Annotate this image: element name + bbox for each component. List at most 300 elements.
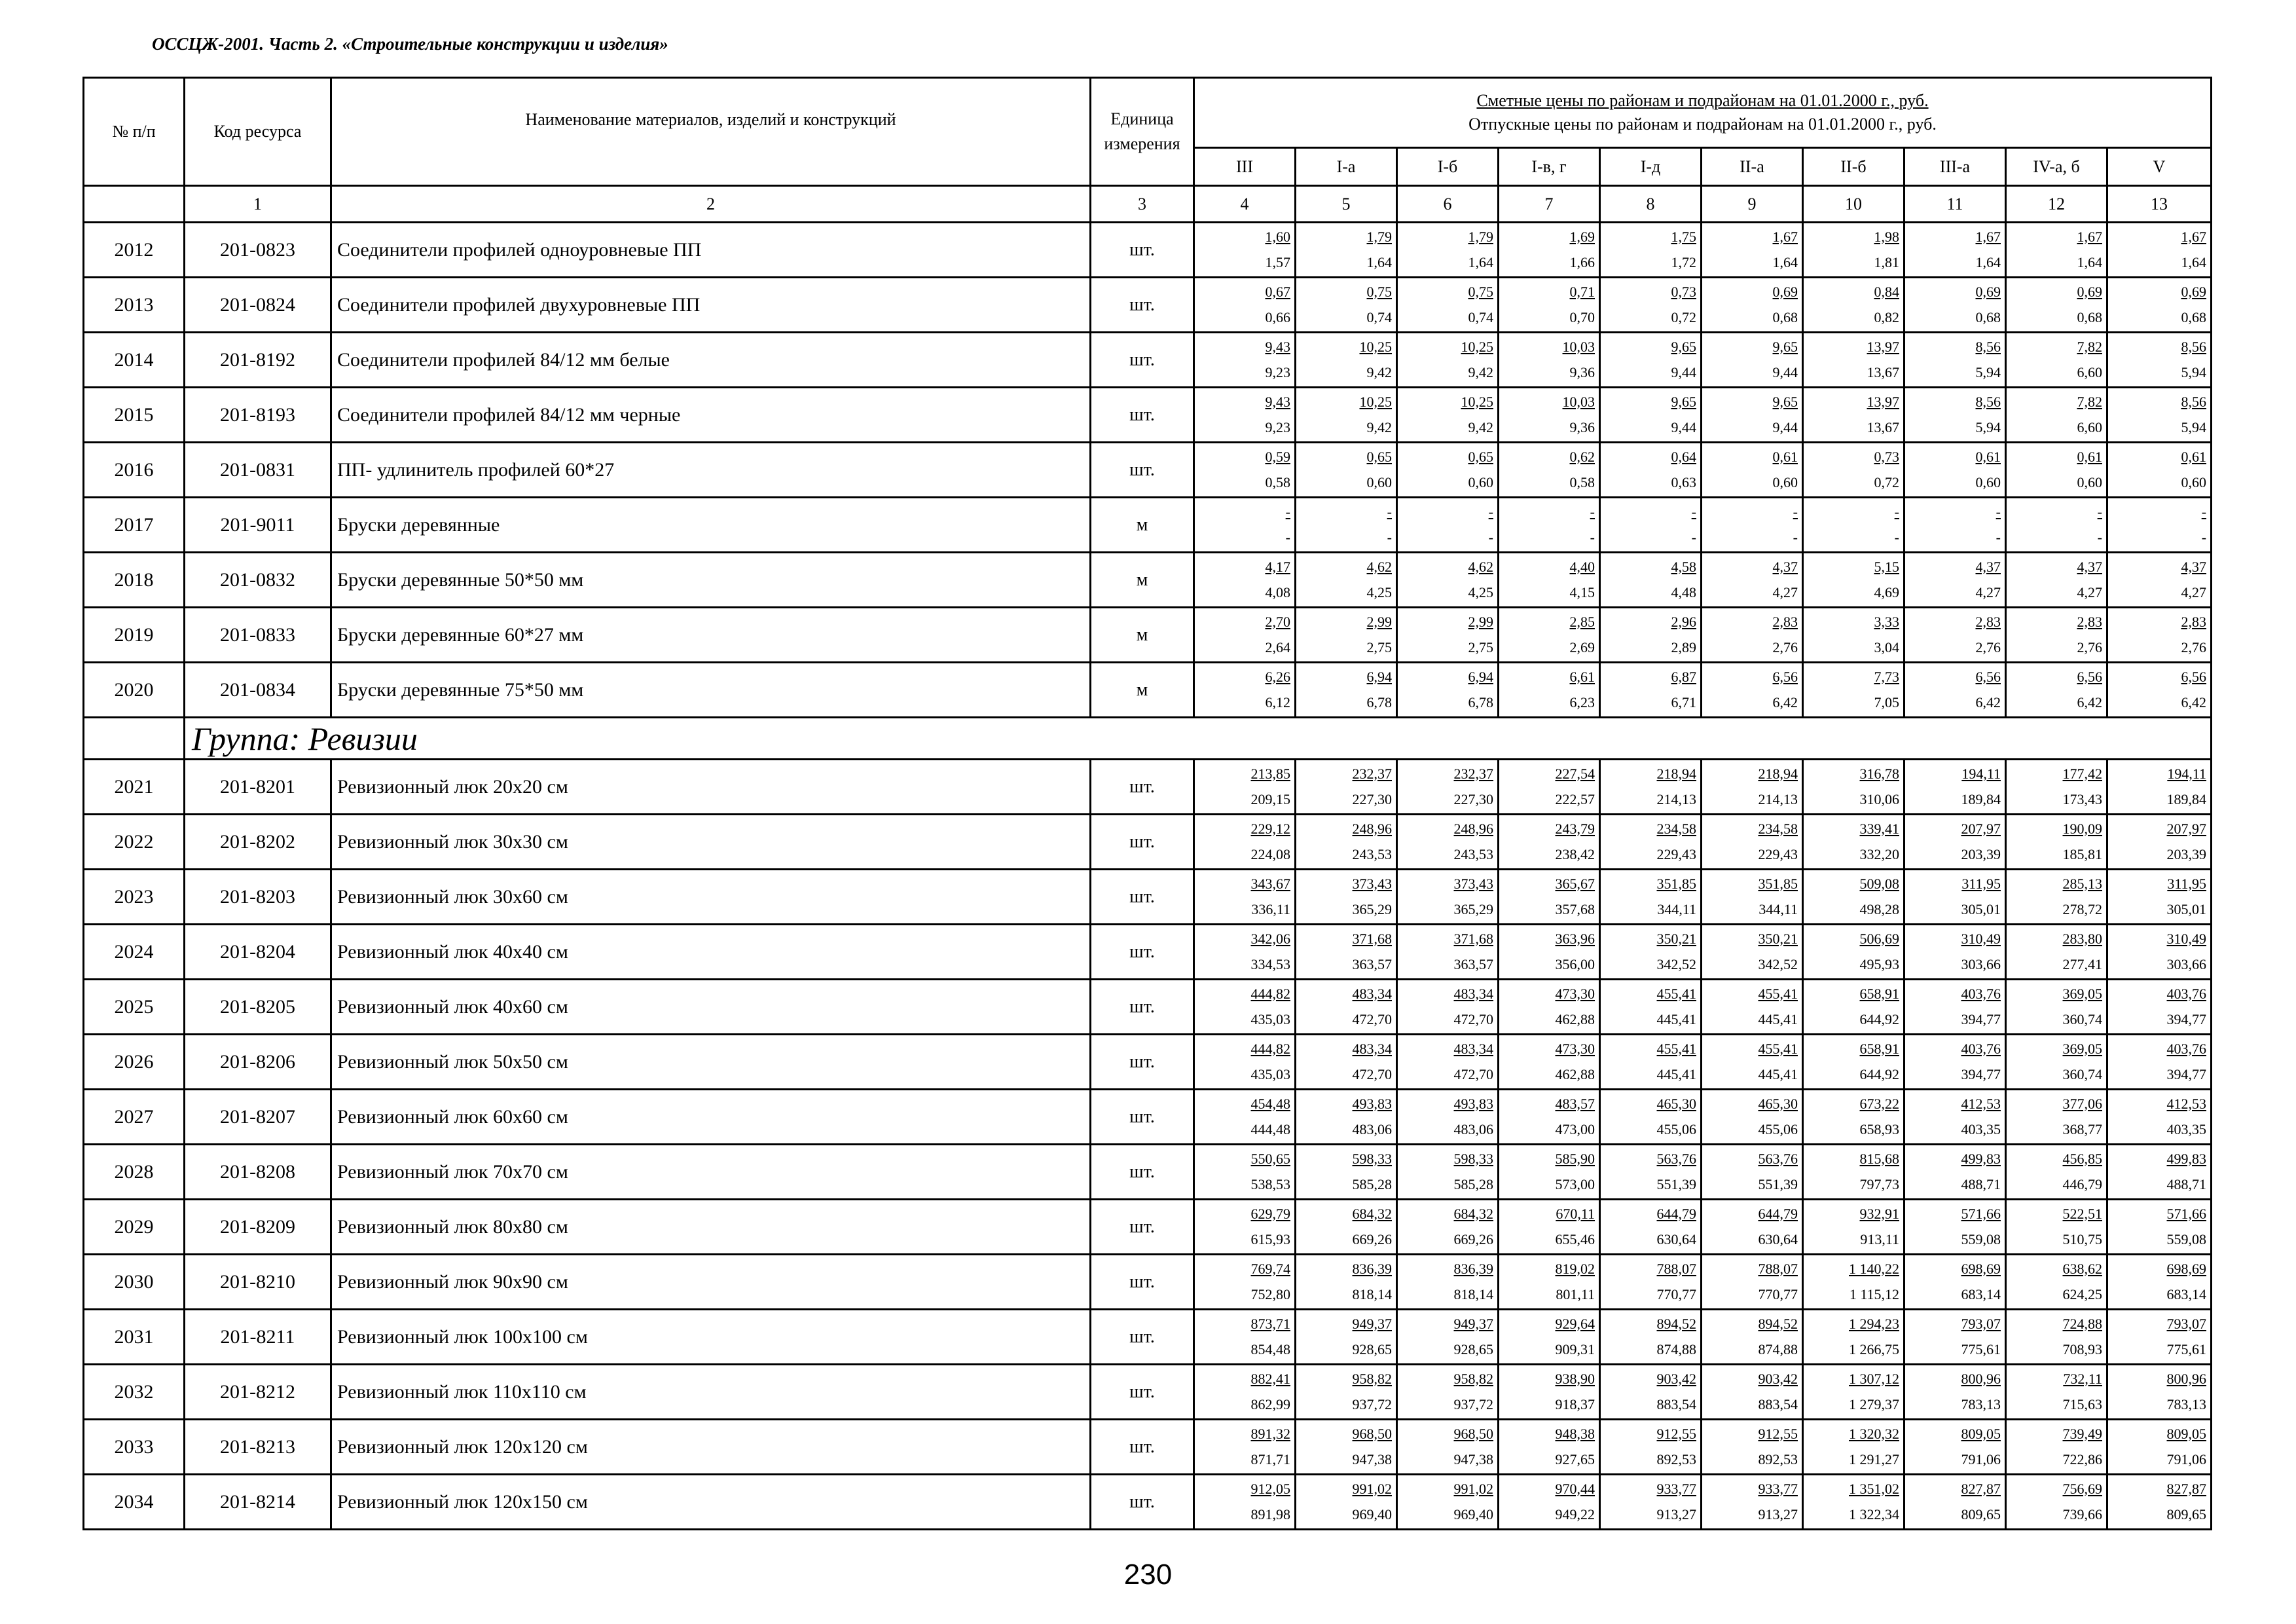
resource-code: 201-8213 [185, 1420, 331, 1475]
unit-of-measure: шт. [1091, 1475, 1194, 1530]
price-cell [1499, 815, 1600, 870]
price-cell [1194, 388, 1296, 443]
estimated-price: 1,67 [2077, 228, 2102, 245]
price-cell [1600, 223, 1702, 278]
estimated-price: 403,76 [2166, 1040, 2207, 1057]
release-price: 9,44 [1772, 418, 1798, 435]
release-price: 715,63 [2062, 1395, 2102, 1412]
release-price: 559,08 [1961, 1230, 2001, 1247]
release-price: 278,72 [2062, 900, 2102, 917]
estimated-price: 10,25 [1461, 393, 1493, 410]
release-price: 9,36 [1569, 418, 1595, 435]
price-cell [1296, 498, 1397, 553]
estimated-price: 194,11 [2167, 765, 2207, 782]
region-header: I-в, г [1499, 148, 1600, 186]
estimated-price: 1,67 [1975, 228, 2001, 245]
estimated-price: 9,65 [1772, 393, 1798, 410]
release-price: 913,27 [1656, 1505, 1696, 1522]
price-cell [1296, 443, 1397, 498]
estimated-price: 598,33 [1352, 1150, 1392, 1167]
price-cell [1296, 1310, 1397, 1365]
row-number: 2013 [84, 278, 185, 333]
price-cell [1499, 1255, 1600, 1310]
estimated-price: - [1793, 503, 1798, 520]
resource-code: 201-8192 [185, 333, 331, 388]
column-number: 1 [185, 186, 331, 223]
release-price: 1 291,27 [1849, 1450, 1899, 1467]
estimated-price: 1,98 [1874, 228, 1899, 245]
price-cell [1803, 1255, 1904, 1310]
column-number-blank [84, 186, 185, 223]
item-name: Ревизионный люк 80х80 см [331, 1200, 1091, 1255]
estimated-price: 0,73 [1874, 448, 1899, 465]
estimated-price: 873,71 [1250, 1315, 1290, 1332]
estimated-price: 698,69 [1961, 1260, 2001, 1277]
price-cell [1194, 815, 1296, 870]
estimated-price: 2,99 [1468, 613, 1493, 630]
estimated-price: 483,34 [1453, 1040, 1493, 1057]
release-price: 277,41 [2062, 955, 2102, 972]
estimated-price: 444,82 [1250, 985, 1290, 1002]
price-cell [2107, 333, 2212, 388]
release-price: 1,57 [1265, 253, 1290, 270]
estimated-price: 903,42 [1758, 1370, 1798, 1387]
resource-code: 201-8204 [185, 925, 331, 980]
release-price: 9,44 [1671, 418, 1696, 435]
estimated-price: 0,62 [1569, 448, 1595, 465]
region-header: I-а [1296, 148, 1397, 186]
estimated-price: 455,41 [1758, 985, 1798, 1002]
item-name: Ревизионный люк 70х70 см [331, 1145, 1091, 1200]
header-code: Код ресурса [185, 78, 331, 186]
price-cell [1296, 760, 1397, 815]
price-cell [1904, 608, 2006, 663]
table-row [84, 443, 2212, 498]
price-cell [1296, 925, 1397, 980]
table-row [84, 1475, 2212, 1530]
price-cell [2107, 1365, 2212, 1420]
price-cell [1702, 815, 1803, 870]
release-price: 305,01 [1961, 900, 2001, 917]
release-price: 644,92 [1859, 1010, 1899, 1027]
estimated-price: 310,49 [2166, 930, 2207, 947]
price-cell [1803, 1035, 1904, 1090]
resource-code: 201-8210 [185, 1255, 331, 1310]
release-price: 5,94 [1975, 363, 2001, 380]
release-price: 9,42 [1468, 418, 1493, 435]
price-cell [1296, 388, 1397, 443]
price-cell [1397, 443, 1499, 498]
price-cell [1803, 1420, 1904, 1475]
price-cell [1803, 1310, 1904, 1365]
price-cell [1296, 1035, 1397, 1090]
estimated-price: 1 351,02 [1849, 1480, 1899, 1497]
price-cell [1904, 1255, 2006, 1310]
estimated-price: 2,70 [1265, 613, 1290, 630]
release-price: 455,06 [1656, 1120, 1696, 1137]
table-row [84, 1310, 2212, 1365]
price-cell [1499, 388, 1600, 443]
release-price: 630,64 [1758, 1230, 1798, 1247]
release-price: 874,88 [1656, 1340, 1696, 1357]
unit-of-measure: шт. [1091, 1090, 1194, 1145]
estimated-price: 800,96 [1961, 1370, 2001, 1387]
estimated-price: 403,76 [1961, 985, 2001, 1002]
release-price: 6,23 [1569, 693, 1595, 710]
price-cell [2107, 1420, 2212, 1475]
price-cell [1499, 980, 1600, 1035]
estimated-price: 658,91 [1859, 1040, 1899, 1057]
resource-code: 201-0832 [185, 553, 331, 608]
row-number: 2032 [84, 1365, 185, 1420]
release-price: 363,57 [1453, 955, 1493, 972]
price-cell [1499, 1200, 1600, 1255]
release-price: 360,74 [2062, 1010, 2102, 1027]
item-name: Соединители профилей одноуровневые ПП [331, 223, 1091, 278]
price-cell [2107, 1090, 2212, 1145]
column-number: 10 [1803, 186, 1904, 223]
price-cell [1702, 1200, 1803, 1255]
price-cell [2006, 1255, 2107, 1310]
estimated-price: - [1590, 503, 1595, 520]
release-price: 573,00 [1555, 1175, 1595, 1192]
price-cell [1904, 980, 2006, 1035]
row-number: 2026 [84, 1035, 185, 1090]
price-cell [2006, 760, 2107, 815]
price-cell [1803, 333, 1904, 388]
estimated-price: 933,77 [1656, 1480, 1696, 1497]
region-header: III-а [1904, 148, 2006, 186]
estimated-price: 903,42 [1656, 1370, 1696, 1387]
row-number: 2020 [84, 663, 185, 718]
column-number: 4 [1194, 186, 1296, 223]
document-header: ОССЦЖ-2001. Часть 2. «Строительные конструкции и изделия» [152, 34, 668, 54]
table-row [84, 388, 2212, 443]
price-cell [1296, 553, 1397, 608]
estimated-price: 8,56 [2181, 338, 2207, 355]
price-cell [1803, 870, 1904, 925]
page-number: 230 [1123, 1559, 1173, 1591]
price-cell [1904, 1145, 2006, 1200]
price-cell [1904, 663, 2006, 718]
price-cell [2006, 663, 2107, 718]
price-cell [1194, 1145, 1296, 1200]
price-cell [1194, 980, 1296, 1035]
release-price: 189,84 [1961, 790, 2001, 807]
release-price: 669,26 [1352, 1230, 1392, 1247]
estimated-price: 563,76 [1758, 1150, 1798, 1167]
release-price: 473,00 [1555, 1120, 1595, 1137]
estimated-price: 4,37 [2077, 558, 2102, 575]
release-price: 1 322,34 [1849, 1505, 1899, 1522]
estimated-price: - [1995, 503, 2001, 520]
price-cell [1904, 1420, 2006, 1475]
release-price: 472,70 [1453, 1010, 1493, 1027]
price-cell [1702, 760, 1803, 815]
price-cell [1499, 1090, 1600, 1145]
price-cell [1499, 663, 1600, 718]
price-cell [1194, 553, 1296, 608]
price-cell [1499, 1420, 1600, 1475]
estimated-price: 483,34 [1453, 985, 1493, 1002]
price-cell [1397, 498, 1499, 553]
price-cell [1397, 925, 1499, 980]
release-price: 809,65 [1961, 1505, 2001, 1522]
estimated-price: 373,43 [1453, 875, 1493, 892]
estimated-price: 207,97 [2166, 820, 2207, 837]
price-cell [2107, 1145, 2212, 1200]
price-cell [2006, 333, 2107, 388]
item-name: Ревизионный люк 90х90 см [331, 1255, 1091, 1310]
resource-code: 201-8209 [185, 1200, 331, 1255]
release-price: 0,68 [2181, 308, 2207, 325]
price-cell [1702, 925, 1803, 980]
price-cell [1803, 608, 1904, 663]
price-cell [1499, 608, 1600, 663]
header-release-prices: Отпускные цены по районам и подрайонам на 01.01.2000 г., руб. [1468, 115, 1937, 134]
release-price: 739,66 [2062, 1505, 2102, 1522]
estimated-price: 371,68 [1352, 930, 1392, 947]
price-cell [1600, 663, 1702, 718]
price-cell [1904, 553, 2006, 608]
release-price: 6,60 [2077, 363, 2102, 380]
release-price: 185,81 [2062, 845, 2102, 862]
estimated-price: 6,94 [1468, 668, 1493, 685]
price-cell [1194, 443, 1296, 498]
estimated-price: 493,83 [1352, 1095, 1392, 1112]
table-row [84, 553, 2212, 608]
price-cell [1904, 278, 2006, 333]
estimated-price: 248,96 [1453, 820, 1493, 837]
release-price: 4,25 [1468, 583, 1493, 600]
group-title: Группа: Ревизии [185, 718, 2212, 760]
release-price: 394,77 [2166, 1065, 2207, 1082]
estimated-price: 658,91 [1859, 985, 1899, 1002]
estimated-price: 793,07 [2166, 1315, 2207, 1332]
estimated-price: 499,83 [1961, 1150, 2001, 1167]
release-price: 1,81 [1874, 253, 1899, 270]
price-cell [1194, 663, 1296, 718]
release-price: 624,25 [2062, 1285, 2102, 1302]
estimated-price: 4,37 [1772, 558, 1798, 575]
price-cell [1499, 278, 1600, 333]
price-cell [1194, 1420, 1296, 1475]
estimated-price: 891,32 [1250, 1425, 1290, 1442]
estimated-price: 894,52 [1656, 1315, 1696, 1332]
price-cell [1194, 1200, 1296, 1255]
estimated-price: 2,99 [1366, 613, 1392, 630]
release-price: 752,80 [1250, 1285, 1290, 1302]
price-cell [2006, 498, 2107, 553]
estimated-price: 991,02 [1453, 1480, 1493, 1497]
unit-of-measure: шт. [1091, 870, 1194, 925]
estimated-price: 739,49 [2062, 1425, 2102, 1442]
price-cell [2006, 278, 2107, 333]
price-cell [2107, 1200, 2212, 1255]
price-cell [1702, 1035, 1803, 1090]
release-price: 1,64 [2181, 253, 2207, 270]
estimated-price: 283,80 [2062, 930, 2102, 947]
release-price: 9,44 [1671, 363, 1696, 380]
table-row [84, 1255, 2212, 1310]
price-cell [2006, 1310, 2107, 1365]
estimated-price: - [2201, 503, 2207, 520]
release-price: 444,48 [1250, 1120, 1290, 1137]
price-cell [1803, 663, 1904, 718]
release-price: 4,15 [1569, 583, 1595, 600]
price-cell [1904, 443, 2006, 498]
price-cell [2006, 925, 2107, 980]
price-cell [2107, 223, 2212, 278]
release-price: 937,72 [1352, 1395, 1392, 1412]
unit-of-measure: шт. [1091, 223, 1194, 278]
estimated-price: 373,43 [1352, 875, 1392, 892]
price-cell [2107, 980, 2212, 1035]
release-price: 2,76 [1772, 638, 1798, 655]
estimated-price: 7,82 [2077, 338, 2102, 355]
estimated-price: 0,75 [1468, 283, 1493, 300]
estimated-price: 809,05 [2166, 1425, 2207, 1442]
estimated-price: 9,65 [1671, 338, 1696, 355]
estimated-price: 3,33 [1874, 613, 1899, 630]
release-price: - [2097, 528, 2102, 545]
release-price: 683,14 [1961, 1285, 2001, 1302]
release-price: 669,26 [1453, 1230, 1493, 1247]
region-header: I-б [1397, 148, 1499, 186]
price-cell [2107, 1255, 2212, 1310]
estimated-price: 0,65 [1366, 448, 1392, 465]
release-price: 4,08 [1265, 583, 1290, 600]
table-row [84, 663, 2212, 718]
estimated-price: 827,87 [1961, 1480, 2001, 1497]
estimated-price: 1 140,22 [1849, 1260, 1899, 1277]
price-cell [1803, 223, 1904, 278]
price-cell [2006, 608, 2107, 663]
price-cell [1600, 388, 1702, 443]
release-price: 655,46 [1555, 1230, 1595, 1247]
release-price: 9,36 [1569, 363, 1595, 380]
estimated-price: 229,12 [1250, 820, 1290, 837]
resource-code: 201-8202 [185, 815, 331, 870]
release-price: 472,70 [1453, 1065, 1493, 1082]
price-cell [1499, 553, 1600, 608]
release-price: 937,72 [1453, 1395, 1493, 1412]
estimated-price: 473,30 [1555, 1040, 1595, 1057]
price-cell [1904, 815, 2006, 870]
price-cell [1499, 925, 1600, 980]
release-price: 0,68 [2077, 308, 2102, 325]
resource-code: 201-8203 [185, 870, 331, 925]
unit-of-measure: шт. [1091, 1420, 1194, 1475]
release-price: 928,65 [1352, 1340, 1392, 1357]
release-price: 9,42 [1366, 418, 1392, 435]
estimated-price: 0,61 [1772, 448, 1798, 465]
unit-of-measure: шт. [1091, 1310, 1194, 1365]
release-price: 809,65 [2166, 1505, 2207, 1522]
estimated-price: 13,97 [1867, 393, 1899, 410]
estimated-price: 0,61 [1975, 448, 2001, 465]
price-cell [1397, 333, 1499, 388]
price-table [82, 77, 2212, 1530]
price-cell [1397, 870, 1499, 925]
release-price: 5,94 [2181, 363, 2207, 380]
estimated-price: 1,79 [1366, 228, 1392, 245]
estimated-price: 444,82 [1250, 1040, 1290, 1057]
release-price: 630,64 [1656, 1230, 1696, 1247]
resource-code: 201-0834 [185, 663, 331, 718]
unit-of-measure: м [1091, 608, 1194, 663]
release-price: 0,60 [2077, 473, 2102, 490]
release-price: 310,06 [1859, 790, 1899, 807]
region-header: V [2107, 148, 2212, 186]
unit-of-measure: шт. [1091, 925, 1194, 980]
release-price: 783,13 [1961, 1395, 2001, 1412]
unit-of-measure: шт. [1091, 443, 1194, 498]
region-header: III [1194, 148, 1296, 186]
price-cell [1803, 1475, 1904, 1530]
price-cell [2107, 553, 2212, 608]
table-row [84, 608, 2212, 663]
column-number: 13 [2107, 186, 2212, 223]
price-cell [1194, 278, 1296, 333]
unit-of-measure: шт. [1091, 760, 1194, 815]
estimated-price: 522,51 [2062, 1205, 2102, 1222]
header-estimated-prices: Сметные цены по районам и подрайонам на 01.01.2000 г., руб. [1476, 91, 1929, 110]
column-number: 6 [1397, 186, 1499, 223]
release-price: 332,20 [1859, 845, 1899, 862]
price-cell [2107, 498, 2212, 553]
estimated-price: 343,67 [1250, 875, 1290, 892]
row-number: 2012 [84, 223, 185, 278]
release-price: 342,52 [1656, 955, 1696, 972]
estimated-price: 1,69 [1569, 228, 1595, 245]
price-cell [1194, 760, 1296, 815]
price-cell [1397, 1365, 1499, 1420]
release-price: 344,11 [1758, 900, 1798, 917]
estimated-price: 473,30 [1555, 985, 1595, 1002]
row-number: 2030 [84, 1255, 185, 1310]
table-row [84, 1145, 2212, 1200]
release-price: 927,65 [1555, 1450, 1595, 1467]
column-number: 8 [1600, 186, 1702, 223]
estimated-price: 316,78 [1859, 765, 1899, 782]
estimated-price: 0,64 [1671, 448, 1696, 465]
estimated-price: 769,74 [1250, 1260, 1290, 1277]
price-cell [1600, 1365, 1702, 1420]
table-row [84, 1200, 2212, 1255]
price-cell [1904, 333, 2006, 388]
price-cell [1702, 1420, 1803, 1475]
estimated-price: 509,08 [1859, 875, 1899, 892]
price-cell [2107, 815, 2212, 870]
price-cell [2107, 1035, 2212, 1090]
price-cell [1499, 223, 1600, 278]
price-cell [1600, 1420, 1702, 1475]
estimated-price: 4,37 [1975, 558, 2001, 575]
release-price: 913,27 [1758, 1505, 1798, 1522]
unit-of-measure: шт. [1091, 815, 1194, 870]
release-price: - [1691, 528, 1696, 545]
estimated-price: 350,21 [1758, 930, 1798, 947]
price-cell [1397, 815, 1499, 870]
estimated-price: 882,41 [1250, 1370, 1290, 1387]
estimated-price: 0,65 [1468, 448, 1493, 465]
estimated-price: 403,76 [2166, 985, 2207, 1002]
release-price: 791,06 [2166, 1450, 2207, 1467]
release-price: 615,93 [1250, 1230, 1290, 1247]
release-price: 0,60 [1772, 473, 1798, 490]
release-price: 854,48 [1250, 1340, 1290, 1357]
